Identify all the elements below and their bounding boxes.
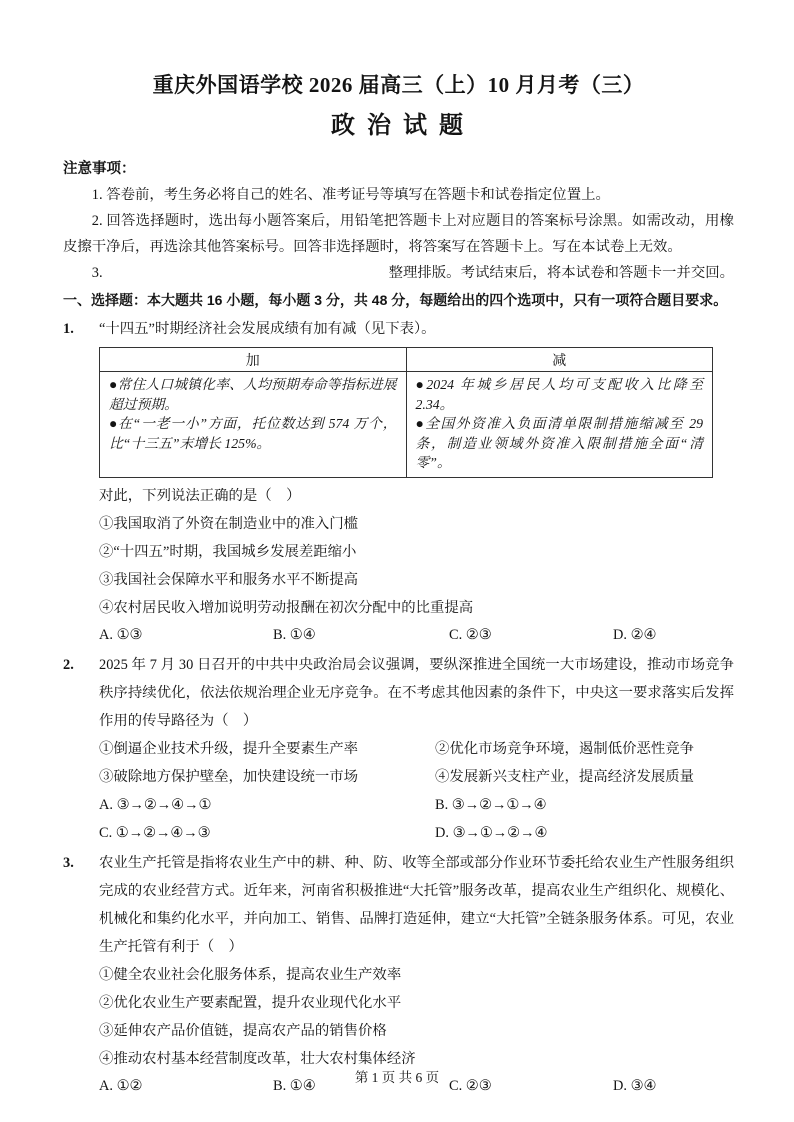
question-1-choice-d: D. ②④ [613,626,657,643]
question-2-choice-d: D. ③→①→②→④ [435,824,548,841]
question-2-choices [99,791,734,847]
question-1-statement-4: ④农村居民收入增加说明劳动报酬在初次分配中的比重提高 [99,599,474,616]
question-2-choice-a: A. ③→②→④→① [99,796,212,813]
exam-subject-title: 政 治 试 题 [331,113,466,139]
notice-item-3-number: 3. [91,265,103,281]
question-1-number: 1. [63,321,74,337]
question-2-choice-b: B. ③→②→①→④ [435,796,547,813]
notice-heading: 注意事项： [63,161,136,177]
notice-section [63,156,734,286]
question-1-comparison-table [99,347,713,478]
question-3 [63,849,734,1100]
table-minus-bullet-1: ●2024 年城乡居民人均可支配收入比降至 2.34。 [415,377,703,412]
question-2-number: 2. [63,656,74,673]
question-1-statement-3: ③我国社会保障水平和服务水平不断提高 [99,571,359,588]
notice-item-3-text: 整理排版。考试结束后，将本试卷和答题卡一并交回。 [388,265,734,281]
question-3-choice-b: B. ①④ [273,1077,316,1094]
question-3-choice-c: C. ②③ [449,1077,492,1094]
exam-title: 重庆外国语学校 2026 届高三（上）10 月月考（三） [152,73,645,97]
question-1-choice-a: A. ①③ [99,626,143,643]
table-header-add: 加 [100,348,407,372]
section-1-heading: 一、选择题：本大题共 16 小题，每小题 3 分，共 48 分，每题给出的四个选项中，只有一项符合题目要求。 [63,292,728,308]
notice-item-2: 2. 回答选择题时，选出每小题答案后，用铅笔把答题卡上对应题目的答案标号涂黑。如需改动，用橡皮擦干净后，再选涂其他答案标号。回答非选择题时，将答案写在答题卡上。写在本试卷上无效。 [63,213,734,255]
table-add-bullet-1: ●常住人口城镇化率、人均预期寿命等指标进展超过预期。 [109,377,397,412]
question-2-statement-1: ①倒逼企业技术升级，提升全要素生产率 [99,740,359,757]
table-minus-bullet-2: ●全国外资准入负面清单限制措施缩减至 29 条，制造业领域外资准入限制措施全面“清零”。 [415,416,703,470]
notice-item-3 [63,260,734,286]
question-3-statement-3: ③延伸农产品价值链，提高农产品的销售价格 [99,1022,387,1039]
table-header-minus: 减 [406,348,713,372]
question-1-choices [99,622,734,649]
question-2-choice-c: C. ①→②→④→③ [99,824,211,841]
question-1-choice-c: C. ②③ [449,626,492,643]
question-3-number: 3. [63,854,74,871]
question-1-stem: “十四五”时期经济社会发展成绩有加有减（见下表）。 [99,321,436,337]
question-3-statement-2: ②优化农业生产要素配置，提升农业现代化水平 [99,994,402,1011]
notice-item-1: 1. 答卷前，考生务必将自己的姓名、准考证号等填写在答题卡和试卷指定位置上。 [91,187,610,203]
table-add-bullet-2: ●在“一老一小”方面，托位数达到 574 万个，比“十三五”末增长 125%。 [109,416,397,451]
table-cell-minus [406,372,713,478]
page-footer: 第 1 页 共 6 页 [354,1070,440,1085]
question-2-statement-2: ②优化市场竞争环境，遏制低价恶性竞争 [435,740,695,757]
question-3-choice-d: D. ③④ [613,1077,657,1094]
question-2-statements [99,735,734,791]
question-1-statement-2: ②“十四五”时期，我国城乡发展差距缩小 [99,543,357,560]
table-cell-add [100,372,407,478]
question-2-statement-4: ④发展新兴支柱产业，提高经济发展质量 [435,768,695,785]
question-1-prompt: 对此，下列说法正确的是（ ） [99,487,301,504]
question-2-statement-3: ③破除地方保护壁垒，加快建设统一市场 [99,768,359,785]
question-1 [63,315,734,649]
question-1-statement-1: ①我国取消了外资在制造业中的准入门槛 [99,515,359,532]
question-2-stem: 2025 年 7 月 30 日召开的中共中央政治局会议强调，要纵深推进全国统一大市场建设，推动市场竞争秩序持续优化，依法依规治理企业无序竞争。在不考虑其他因素的条件下，中央这一要求落实后发挥作用的传导路径为（ ） [99,656,734,729]
question-3-statement-1: ①健全农业社会化服务体系，提高农业生产效率 [99,966,402,983]
question-1-choice-b: B. ①④ [273,626,316,643]
question-3-choice-a: A. ①② [99,1077,143,1094]
question-3-statement-4: ④推动农村基本经营制度改革，壮大农村集体经济 [99,1050,416,1067]
question-2 [63,651,734,847]
question-3-stem: 农业生产托管是指将农业生产中的耕、种、防、收等全部或部分作业环节委托给农业生产性服务组织完成的农业经营方式。近年来，河南省积极推进“大托管”服务改革，提高农业生产组织化、规模化、机械化和集约化水平，并向加工、销售、品牌打造延伸，建立“大托管”全链条服务体系。可见，农业生产托管有利于（ ） [99,854,734,955]
